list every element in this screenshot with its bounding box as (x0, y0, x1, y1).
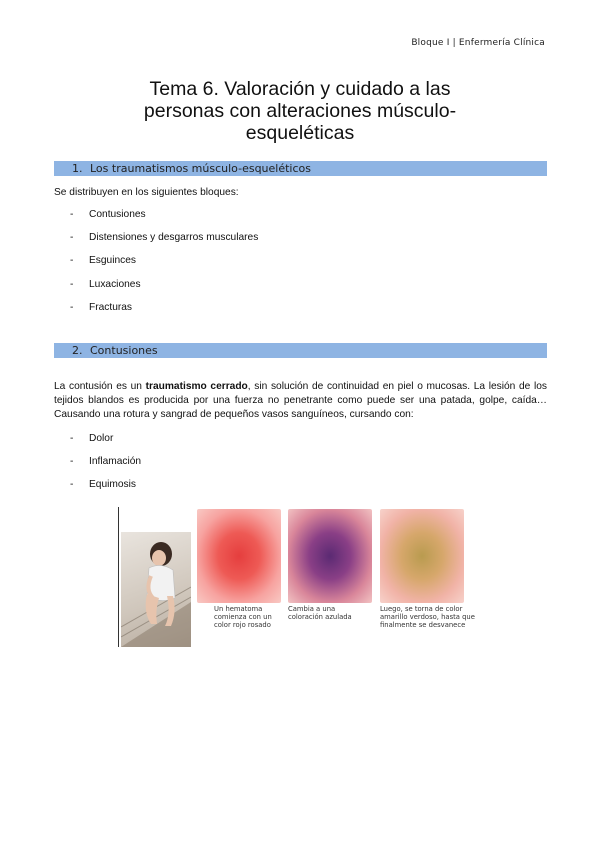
bruise-stages-figure (118, 507, 483, 647)
bruise-stage-purple (288, 509, 372, 603)
intro-paragraph: Se distribuyen en los siguientes bloques: (54, 187, 239, 198)
figure-rule (118, 507, 119, 647)
bruise-stage-yellow (380, 509, 464, 603)
title-line-2: personas con alteraciones músculo- (143, 100, 457, 122)
section-label: Los traumatismos músculo-esqueléticos (90, 162, 311, 175)
child-illustration (121, 532, 191, 647)
section-label: Contusiones (90, 344, 158, 357)
bruise-stage-red (197, 509, 281, 603)
caption-stage-2: Cambia a una coloración azulada (288, 605, 352, 621)
section-heading-1 (54, 161, 547, 176)
title-line-3: esqueléticas (245, 122, 355, 144)
caption-stage-1: Un hematoma comienza con un color rojo rosado (214, 605, 272, 629)
page-title (100, 78, 500, 144)
section-heading-2 (54, 343, 547, 358)
section-number: 2. (72, 344, 83, 357)
caption-stage-3: Luego, se torna de color amarillo verdoso, hasta que finalmente se desvanece (380, 605, 475, 629)
contusion-paragraph: La contusión es un traumatismo cerrado, sin solución de continuidad en piel o mucosas. La lesión de los tejidos blandos es producida por una fuerza no penetrante como puede ser una patada, golpe, caída… Causando una rotura y sangrad de pequeños vasos sanguíneos, cursando con: (54, 381, 547, 420)
section-number: 1. (72, 162, 83, 175)
bold-term: traumatismo cerrado (145, 381, 248, 392)
running-header: Bloque I | Enfermería Clínica (411, 38, 545, 48)
title-line-1: Tema 6. Valoración y cuidado a las (149, 78, 451, 100)
